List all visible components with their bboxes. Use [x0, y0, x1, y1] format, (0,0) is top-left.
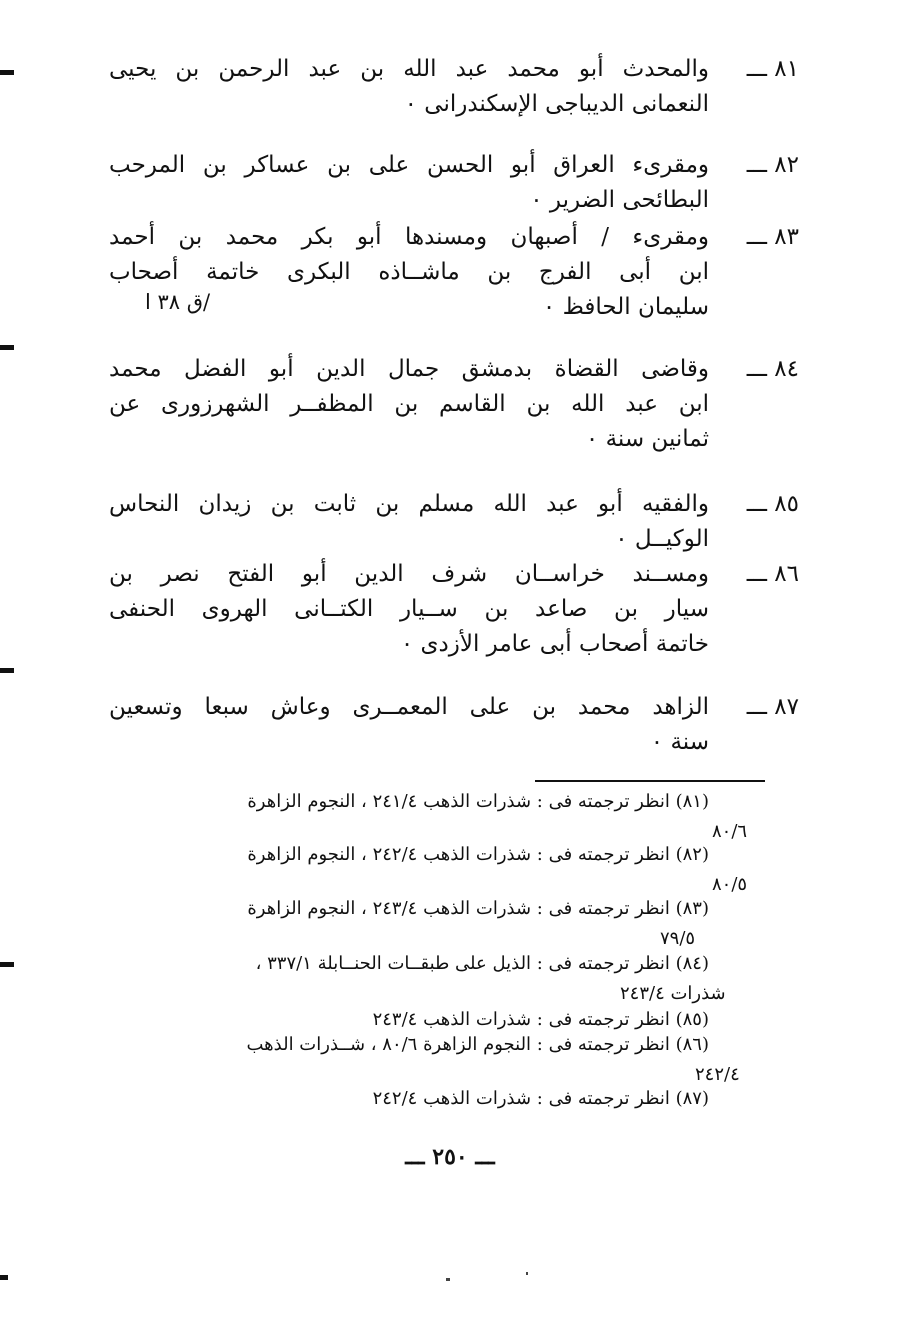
entry-82 [109, 148, 799, 218]
entry-number: ٨٦ ـــ [746, 561, 799, 587]
footnote-83-continuation: ٧٩/٥ [660, 928, 696, 949]
entry-87 [109, 690, 799, 760]
entry-line: الوكيــل ٠ [615, 526, 709, 552]
footnote-84: (٨٤) انظر ترجمته فى : الذيل على طبقــات الحنــابلة ٣٣٧/١ ، [255, 953, 709, 974]
entry-number: ٨١ ـــ [746, 56, 799, 82]
entry-line: الزاهد محمد بن على المعمــرى وعاش سبعا وتسعين [109, 694, 709, 720]
footnote-84-continuation: شذرات ٢٤٣/٤ [620, 983, 726, 1004]
entry-line: والمحدث أبو محمد عبد الله بن عبد الرحمن بن يحيى [109, 56, 709, 82]
entry-86 [109, 557, 799, 662]
entry-line: ابن أبى الفرج بن ماشــاذه البكرى خاتمة أصحاب [109, 259, 709, 285]
page-number: ـــ ٢٥٠ ـــ [405, 1144, 495, 1170]
footnote-separator [535, 780, 765, 782]
footnote-82-continuation: ٨٠/٥ [712, 874, 748, 895]
entry-84 [109, 352, 799, 457]
entry-line: سنة ٠ [650, 729, 709, 755]
entry-85 [109, 487, 799, 557]
folio-marker: /ق ٣٨ ا [145, 290, 211, 314]
entry-line: سليمان الحافظ ٠ [542, 294, 709, 320]
scan-edge-mark [0, 962, 14, 967]
entry-line: ومقرىء العراق أبو الحسن على بن عساكر بن المرحب [109, 152, 709, 178]
footnote-81: (٨١) انظر ترجمته فى : شذرات الذهب ٢٤١/٤ ، النجوم الزاهرة [247, 791, 709, 812]
entry-number: ٨٥ ـــ [746, 491, 799, 517]
entry-line: خاتمة أصحاب أبى عامر الأزدى ٠ [400, 631, 709, 657]
entry-line: البطائحى الضرير ٠ [530, 187, 709, 213]
footnote-85: (٨٥) انظر ترجمته فى : شذرات الذهب ٢٤٣/٤ [372, 1009, 709, 1030]
scan-speck [526, 1272, 528, 1275]
entry-line: سيار بن صاعد بن ســيار الكتــانى الهروى الحنفى [109, 596, 709, 622]
entry-line: ومقرىء / أصبهان ومسندها أبو بكر محمد بن أحمد [109, 224, 709, 250]
footnote-86: (٨٦) انظر ترجمته فى : النجوم الزاهرة ٨٠/٦ ، شــذرات الذهب [246, 1034, 709, 1055]
entry-line: وقاضى القضاة بدمشق جمال الدين أبو الفضل محمد [109, 356, 709, 382]
entry-line: ابن عبد الله بن القاسم بن المظفــر الشهرزورى عن [109, 391, 709, 417]
entry-line: والفقيه أبو عبد الله مسلم بن ثابت بن زيدان النحاس [109, 491, 709, 517]
footnote-87: (٨٧) انظر ترجمته فى : شذرات الذهب ٢٤٢/٤ [372, 1088, 709, 1109]
scan-edge-mark [0, 1275, 8, 1280]
entry-line: ثمانين سنة ٠ [585, 426, 709, 452]
footnote-81-continuation: ٨٠/٦ [712, 821, 748, 842]
footnote-82: (٨٢) انظر ترجمته فى : شذرات الذهب ٢٤٢/٤ ، النجوم الزاهرة [247, 844, 709, 865]
footnote-83: (٨٣) انظر ترجمته فى : شذرات الذهب ٢٤٣/٤ ، النجوم الزاهرة [247, 898, 709, 919]
entry-number: ٨٢ ـــ [746, 152, 799, 178]
footnote-86-continuation: ٢٤٢/٤ [695, 1064, 740, 1085]
scan-speck [446, 1278, 450, 1281]
entry-line: النعمانى الديباجى الإسكندرانى ٠ [404, 91, 709, 117]
scan-edge-mark [0, 70, 14, 75]
entry-number: ٨٤ ـــ [746, 356, 799, 382]
scan-edge-mark [0, 345, 14, 350]
entry-number: ٨٣ ـــ [746, 224, 799, 250]
entry-81 [109, 52, 799, 122]
scan-edge-mark [0, 668, 14, 673]
entry-line: ومســند خراســان شرف الدين أبو الفتح نصر بن [109, 561, 709, 587]
entry-number: ٨٧ ـــ [746, 694, 799, 720]
